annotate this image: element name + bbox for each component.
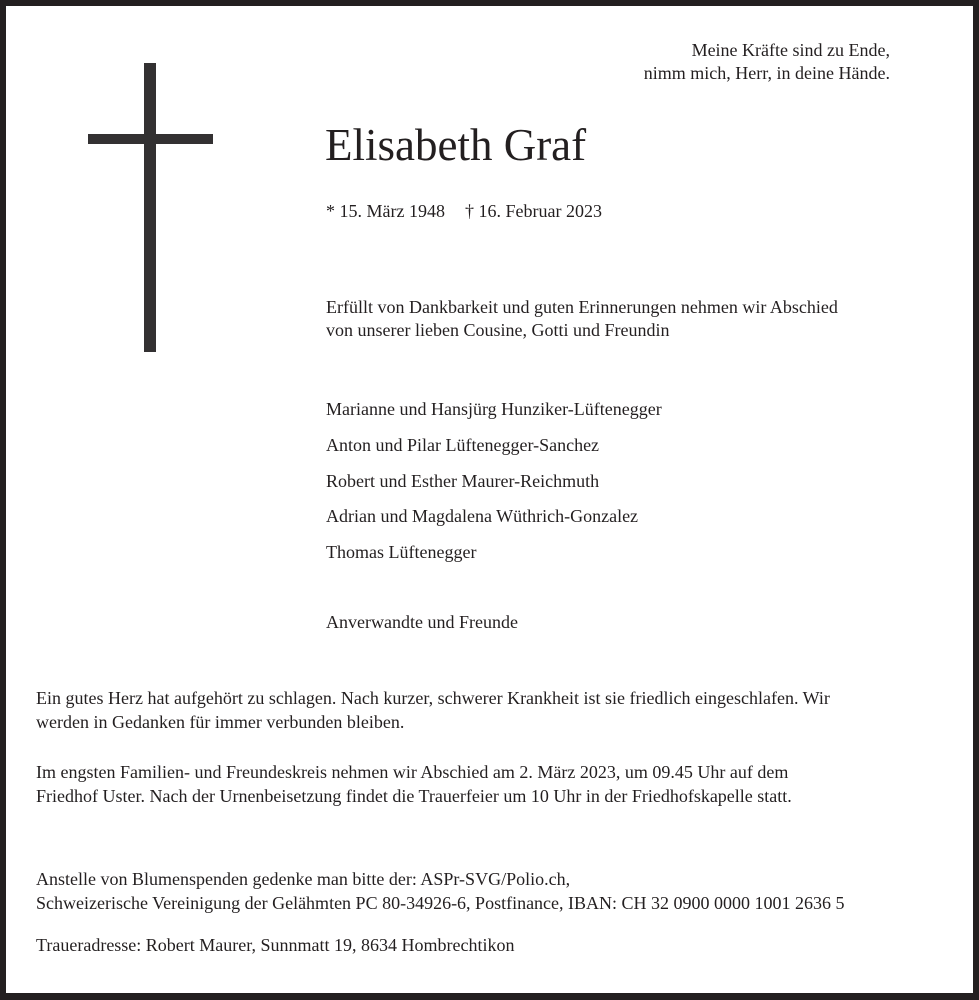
death-date: † 16. Februar 2023 <box>464 201 602 221</box>
mourner: Marianne und Hansjürg Hunziker-Lüftenegger <box>326 399 662 419</box>
cross-vertical-bar <box>144 63 156 352</box>
ceremony-line-1: Im engsten Familien- und Freundeskreis nehmen wir Abschied am 2. März 2023, um 09.45 Uhr auf dem <box>36 762 789 782</box>
motto-line-2: nimm mich, Herr, in deine Hände. <box>643 63 890 83</box>
donation-line-2: Schweizerische Vereinigung der Gelähmten PC 80-34926-6, Postfinance, IBAN: CH 32 0900 0000 1001 2636 5 <box>36 892 845 913</box>
farewell-line-1: Ein gutes Herz hat aufgehört zu schlagen. Nach kurzer, schwerer Krankheit ist sie friedlich eingeschlafen. Wir <box>36 688 830 708</box>
intro-line-2: von unserer lieben Cousine, Gotti und Freundin <box>326 320 670 340</box>
mourners-list <box>326 396 662 575</box>
ceremony-line-2: Friedhof Uster. Nach der Urnenbeisetzung findet die Trauerfeier um 10 Uhr in der Friedhofskapelle statt. <box>36 785 792 806</box>
mourner: Robert und Esther Maurer-Reichmuth <box>326 470 600 491</box>
intro-line-1: Erfüllt von Dankbarkeit und guten Erinnerungen nehmen wir Abschied <box>326 297 838 317</box>
motto <box>644 39 890 85</box>
farewell-line-2: werden in Gedanken für immer verbunden bleiben. <box>36 711 405 732</box>
obituary-card <box>6 6 973 993</box>
mourner: Adrian und Magdalena Wüthrich-Gonzalez <box>326 506 639 527</box>
motto-line-1: Meine Kräfte sind zu Ende, <box>691 40 890 60</box>
donation-line-1: Anstelle von Blumenspenden gedenke man bitte der: ASPr-SVG/Polio.ch, <box>36 869 571 889</box>
farewell-paragraph <box>36 687 830 734</box>
donation-paragraph <box>36 868 845 915</box>
life-dates <box>326 200 602 222</box>
relatives-line: Anverwandte und Freunde <box>326 612 518 632</box>
birth-date: * 15. März 1948 <box>326 201 445 221</box>
mourner: Anton und Pilar Lüftenegger-Sanchez <box>326 434 600 455</box>
intro-text <box>326 296 838 342</box>
mourning-address: Traueradresse: Robert Maurer, Sunnmatt 19, 8634 Hombrechtikon <box>36 935 515 955</box>
mourner: Thomas Lüftenegger <box>326 542 477 563</box>
ceremony-paragraph <box>36 761 792 808</box>
cross-horizontal-bar <box>88 134 213 144</box>
deceased-name: Elisabeth Graf <box>325 120 587 170</box>
